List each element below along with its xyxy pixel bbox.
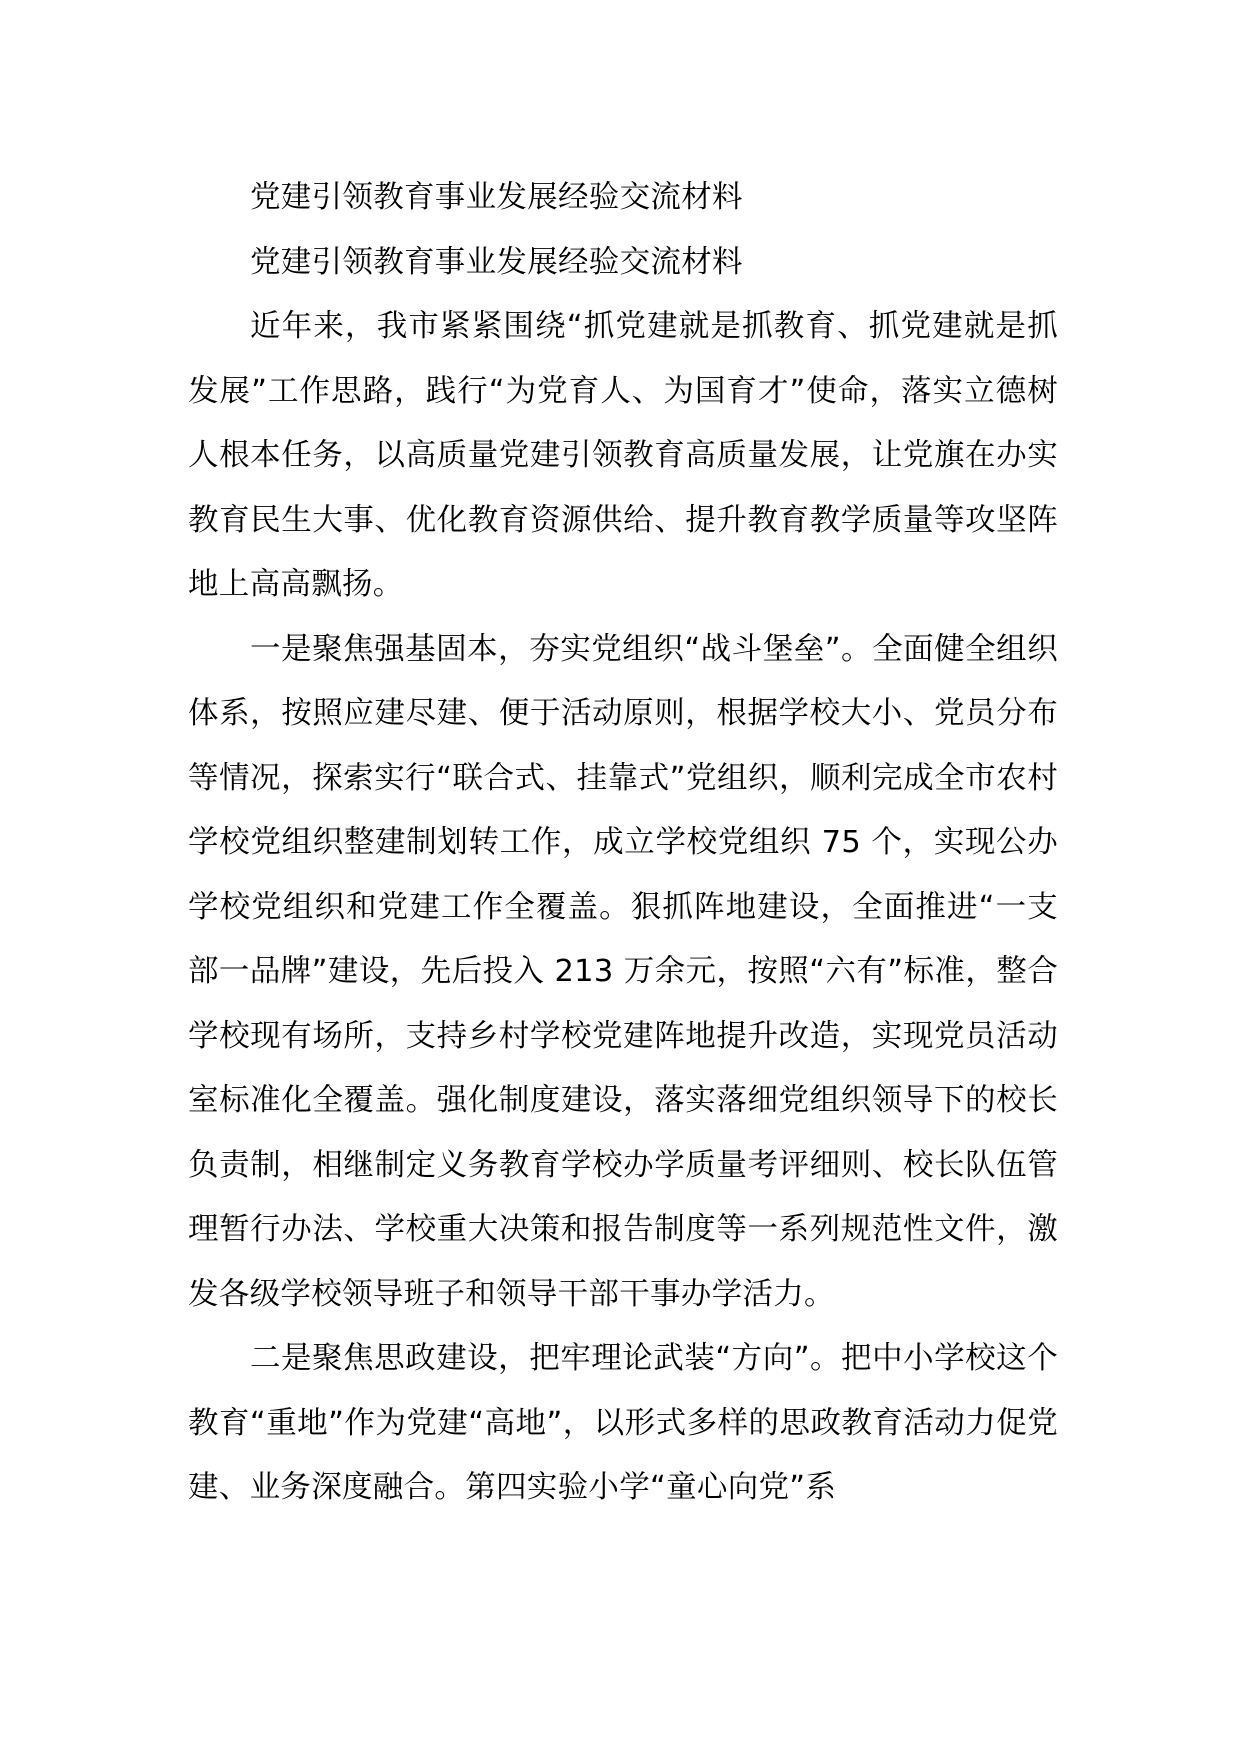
document-subtitle: 党建引领教育事业发展经验交流材料 [250, 244, 743, 280]
paragraph-section-one: 一是聚焦强基固本，夯实党组织“战斗堡垒”。全面健全组织体系，按照应建尽建、便于活动原则，根据学校大小、党员分布等情况，探索实行“联合式、挂靠式”党组织，顺利完成全市农村学校党组织整建制划转工作，成立学校党组织 75 个，实现公办学校党组织和党建工作全覆盖。狠抓阵地建设，全面推进“一支部一品牌”建设，先后投入 213 万余元，按照“六有”标准，整合学校现有场所，支持乡村学校党建阵地提升改造，实现党员活动室标准化全覆盖。强化制度建设，落实落细党组织领导下的校长负责制，相继制定义务教育学校办学质量考评细则、校长队伍管理暂行办法、学校重大决策和报告制度等一系列规范性文件，激发各级学校领导班子和领导干部干事办学活力。 [188, 631, 1058, 1312]
document-body [188, 166, 1058, 1521]
document-title: 党建引领教育事业发展经验交流材料 [250, 180, 743, 215]
paragraph-intro: 近年来，我市紧紧围绕“抓党建就是抓教育、抓党建就是抓发展”工作思路，践行“为党育人、为国育才”使命，落实立德树人根本任务，以高质量党建引领教育高质量发展，让党旗在办实教育民生大事、优化教育资源供给、提升教育教学质量等攻坚阵地上高高飘扬。 [188, 309, 1058, 602]
paragraph-section-two: 二是聚焦思政建设，把牢理论武装“方向”。把中小学校这个教育“重地”作为党建“高地”，以形式多样的思政教育活动力促党建、业务深度融合。第四实验小学“童心向党”系 [188, 1341, 1058, 1505]
